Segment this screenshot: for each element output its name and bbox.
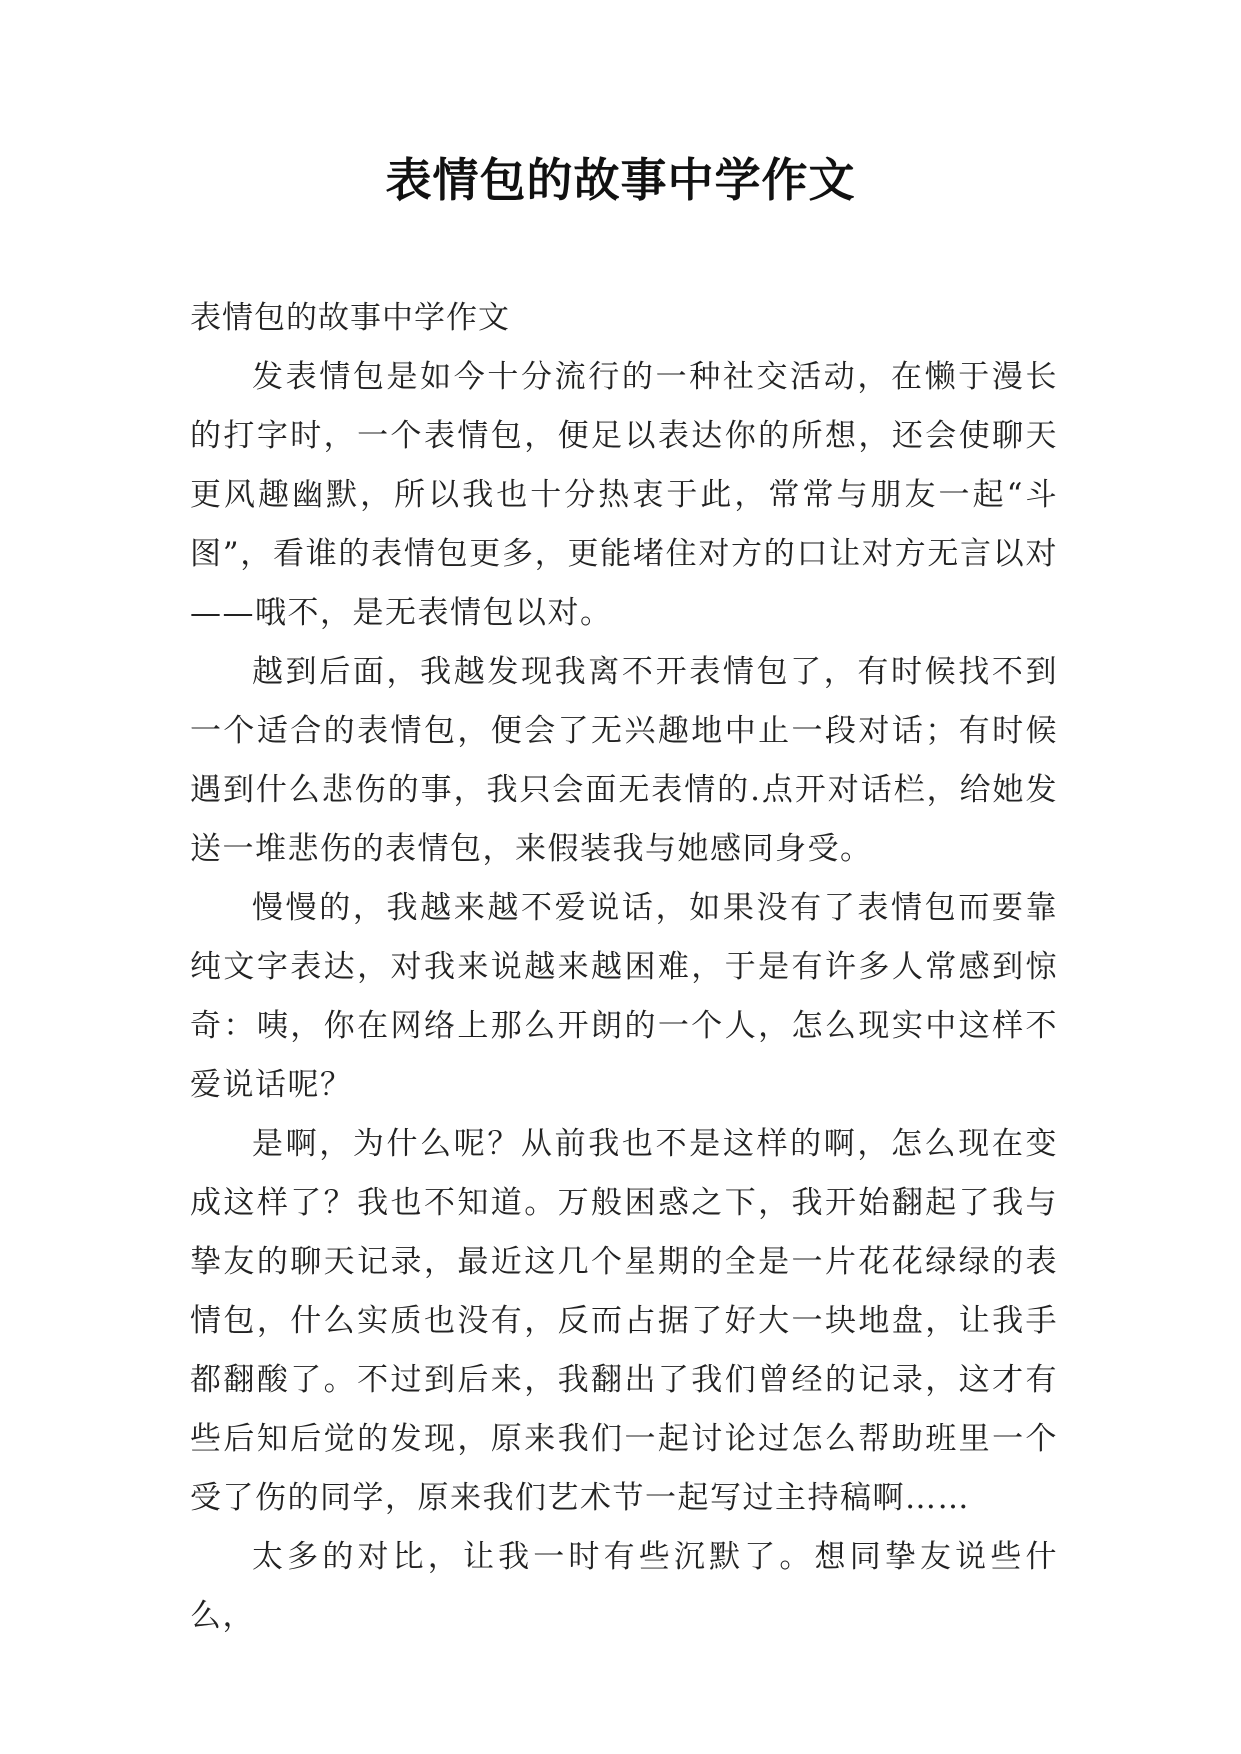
paragraph: 发表情包是如今十分流行的一种社交活动，在懒于漫长的打字时，一个表情包，便足以表达你的所想，还会使聊天更风趣幽默，所以我也十分热衷于此，常常与朋友一起“斗图”，看谁的表情包更多，更能堵住对方的口让对方无言以对——哦不，是无表情包以对。 xyxy=(190,359,1058,631)
paragraph: 是啊，为什么呢？从前我也不是这样的啊，怎么现在变成这样了？我也不知道。万般困惑之下，我开始翻起了我与挚友的聊天记录，最近这几个星期的全是一片花花绿绿的表情包，什么实质也没有，反而占据了好大一块地盘，让我手都翻酸了。不过到后来，我翻出了我们曾经的记录，这才有些后知后觉的发现，原来我们一起讨论过怎么帮助班里一个受了伤的同学，原来我们艺术节一起写过主持稿啊…… xyxy=(190,1126,1058,1516)
document-subtitle: 表情包的故事中学作文 xyxy=(190,300,510,336)
paragraph: 慢慢的，我越来越不爱说话，如果没有了表情包而要靠纯文字表达，对我来说越来越困难，于是有许多人常感到惊奇：咦，你在网络上那么开朗的一个人，怎么现实中这样不爱说话呢？ xyxy=(190,890,1058,1103)
document-title: 表情包的故事中学作文 xyxy=(385,153,856,207)
paragraph: 越到后面，我越发现我离不开表情包了，有时候找不到一个适合的表情包，便会了无兴趣地中止一段对话；有时候遇到什么悲伤的事，我只会面无表情的.点开对话栏，给她发送一堆悲伤的表情包，来假装我与她感同身受。 xyxy=(190,654,1058,867)
paragraph: 太多的对比，让我一时有些沉默了。想同挚友说些什么， xyxy=(190,1539,1058,1634)
document-body xyxy=(190,288,1058,1646)
